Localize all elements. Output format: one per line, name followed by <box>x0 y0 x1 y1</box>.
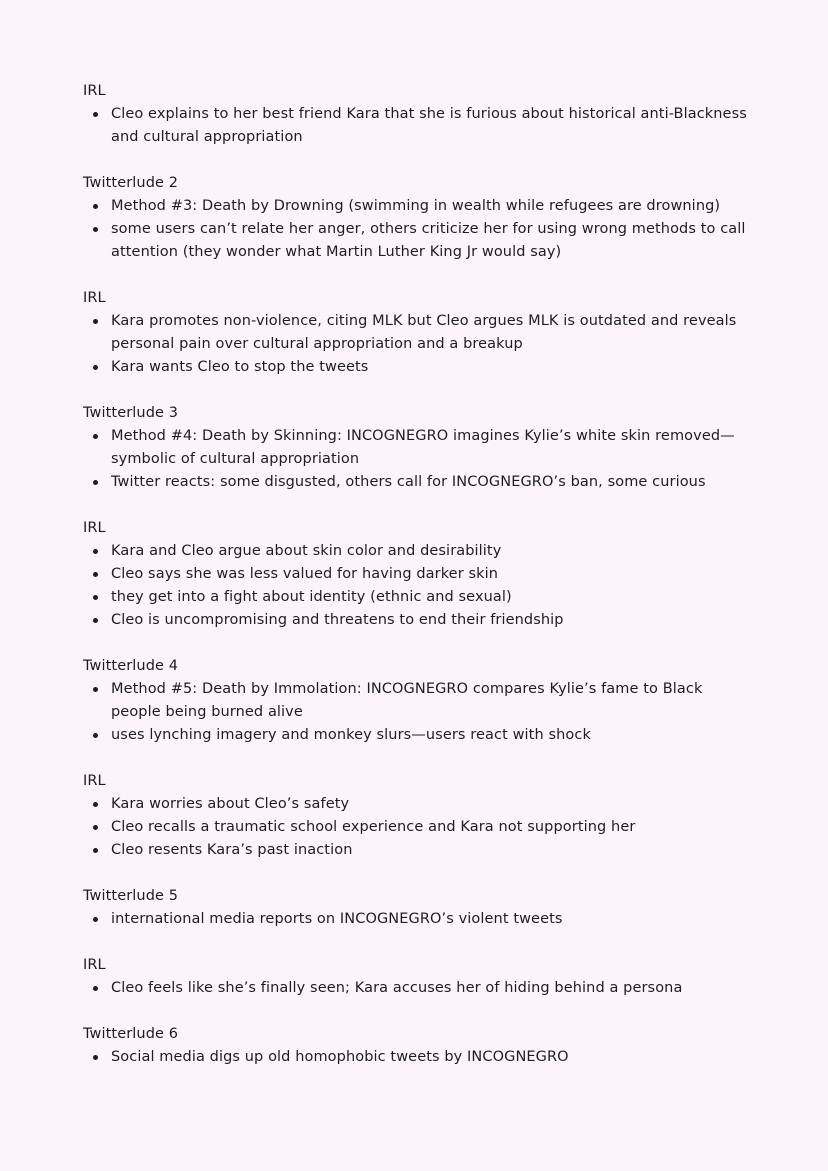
section-heading: Twitterlude 6 <box>83 1026 179 1042</box>
list-item <box>83 908 753 931</box>
list-item-text: Method #3: Death by Drowning (swimming in wealth while refugees are drowning) <box>111 198 721 214</box>
list-item-text: international media reports on INCOGNEGRO’s violent tweets <box>111 911 563 927</box>
list-item-text: Cleo says she was less valued for having darker skin <box>111 566 499 582</box>
list-item <box>83 977 753 1000</box>
list-item-text: Social media digs up old homophobic tweets by INCOGNEGRO <box>111 1049 569 1065</box>
bullet-icon <box>93 480 98 485</box>
bullet-icon <box>93 549 98 554</box>
outline-content <box>83 80 753 1092</box>
list-item-text: Cleo recalls a traumatic school experience and Kara not supporting her <box>111 819 636 835</box>
list-item <box>83 816 753 839</box>
list-item <box>83 586 753 609</box>
bullet-icon <box>93 227 98 232</box>
section-twitterlude-3 <box>83 402 753 494</box>
list-item-text: Kara promotes non-violence, citing MLK but Cleo argues MLK is outdated and reveals personal pain over cultural appropriation and a breakup <box>111 313 737 352</box>
list-item-text: Cleo explains to her best friend Kara that she is furious about historical anti-Blackness and cultural appropriation <box>111 106 747 145</box>
list-item-text: Cleo resents Kara’s past inaction <box>111 842 353 858</box>
bullet-icon <box>93 825 98 830</box>
section-twitterlude-5 <box>83 885 753 931</box>
list-item <box>83 678 753 724</box>
list-item-text: Method #4: Death by Skinning: INCOGNEGRO imagines Kylie’s white skin removed—symbolic of cultural appropriation <box>111 428 735 467</box>
list-item-text: Method #5: Death by Immolation: INCOGNEGRO compares Kylie’s fame to Black people being burned alive <box>111 681 703 720</box>
bullet-icon <box>93 112 98 117</box>
bullet-list <box>83 793 753 862</box>
bullet-list <box>83 678 753 747</box>
bullet-icon <box>93 848 98 853</box>
list-item-text: Twitter reacts: some disgusted, others call for INCOGNEGRO’s ban, some curious <box>111 474 706 490</box>
list-item-text: some users can’t relate her anger, others criticize her for using wrong methods to call attention (they wonder what Martin Luther King Jr would say) <box>111 221 746 260</box>
list-item <box>83 839 753 862</box>
list-item-text: Kara and Cleo argue about skin color and desirability <box>111 543 502 559</box>
list-item-text: they get into a fight about identity (ethnic and sexual) <box>111 589 512 605</box>
bullet-icon <box>93 572 98 577</box>
list-item <box>83 218 753 264</box>
list-item <box>83 425 753 471</box>
bullet-icon <box>93 802 98 807</box>
bullet-icon <box>93 365 98 370</box>
section-twitterlude-2 <box>83 172 753 264</box>
bullet-icon <box>93 434 98 439</box>
section-heading: IRL <box>83 290 106 306</box>
list-item <box>83 724 753 747</box>
bullet-list <box>83 1046 753 1069</box>
bullet-icon <box>93 733 98 738</box>
section-irl-5 <box>83 954 753 1000</box>
list-item-text: Cleo is uncompromising and threatens to end their friendship <box>111 612 564 628</box>
section-irl-2 <box>83 287 753 379</box>
list-item-text: Kara worries about Cleo’s safety <box>111 796 350 812</box>
bullet-icon <box>93 917 98 922</box>
bullet-icon <box>93 204 98 209</box>
list-item <box>83 103 753 149</box>
list-item <box>83 793 753 816</box>
bullet-icon <box>93 1055 98 1060</box>
list-item <box>83 310 753 356</box>
list-item <box>83 563 753 586</box>
list-item <box>83 471 753 494</box>
section-heading: Twitterlude 5 <box>83 888 179 904</box>
section-twitterlude-4 <box>83 655 753 747</box>
list-item-text: Kara wants Cleo to stop the tweets <box>111 359 369 375</box>
section-heading: Twitterlude 4 <box>83 658 179 674</box>
section-heading: IRL <box>83 773 106 789</box>
section-heading: IRL <box>83 83 106 99</box>
bullet-icon <box>93 618 98 623</box>
list-item-text: Cleo feels like she’s finally seen; Kara accuses her of hiding behind a persona <box>111 980 683 996</box>
bullet-list <box>83 195 753 264</box>
section-twitterlude-6 <box>83 1023 753 1069</box>
section-heading: Twitterlude 3 <box>83 405 179 421</box>
list-item-text: uses lynching imagery and monkey slurs—users react with shock <box>111 727 591 743</box>
bullet-list <box>83 540 753 632</box>
list-item <box>83 609 753 632</box>
list-item <box>83 540 753 563</box>
bullet-list <box>83 977 753 1000</box>
bullet-list <box>83 425 753 494</box>
list-item <box>83 195 753 218</box>
list-item <box>83 1046 753 1069</box>
section-heading: IRL <box>83 520 106 536</box>
list-item <box>83 356 753 379</box>
bullet-icon <box>93 319 98 324</box>
section-irl-3 <box>83 517 753 632</box>
section-irl-1 <box>83 80 753 149</box>
bullet-icon <box>93 595 98 600</box>
section-heading: Twitterlude 2 <box>83 175 179 191</box>
bullet-icon <box>93 986 98 991</box>
bullet-list <box>83 103 753 149</box>
bullet-list <box>83 908 753 931</box>
bullet-icon <box>93 687 98 692</box>
section-irl-4 <box>83 770 753 862</box>
section-heading: IRL <box>83 957 106 973</box>
bullet-list <box>83 310 753 379</box>
